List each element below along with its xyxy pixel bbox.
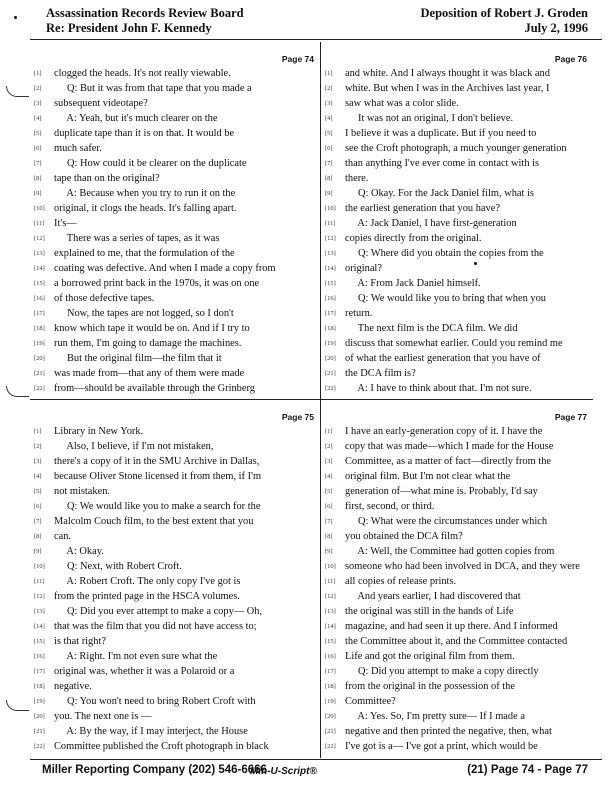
line-text: I have an early-generation copy of it. I have the [345, 426, 543, 437]
margin-mark [6, 386, 29, 397]
line-number: [5] [325, 488, 333, 495]
page-quadrant [321, 42, 593, 399]
line-text: the earliest generation that you have? [345, 203, 500, 214]
transcript-line [325, 709, 591, 724]
page-quadrant [321, 400, 593, 757]
line-text: A: By the way, if I may interject, the House [54, 726, 248, 737]
line-text: Q: But it was from that tape that you made a [54, 83, 252, 94]
line-text: But the original film—the film that it [54, 353, 222, 364]
transcript-line [34, 469, 318, 484]
transcript-line [34, 514, 318, 529]
line-number: [19] [34, 698, 45, 705]
line-text: discuss that somewhat earlier. Could you remind me [345, 338, 563, 349]
line-text: Q: Next, with Robert Croft. [54, 561, 182, 572]
line-text: saw what was a color slide. [345, 98, 459, 109]
line-number: [21] [325, 728, 336, 735]
line-text: original? [345, 263, 382, 274]
line-number: [8] [325, 533, 333, 540]
line-text: know which tape it would be on. And if I try to [54, 323, 250, 334]
transcript-line [325, 739, 591, 754]
transcript-line [34, 679, 318, 694]
line-number: [19] [325, 698, 336, 705]
line-text: that was the film that you did not have access to; [54, 621, 257, 632]
line-text: A: I have to think about that. I'm not sure. [345, 383, 532, 394]
line-number: [11] [34, 578, 45, 585]
line-text: original, it clogs the heads. It's falling apart. [54, 203, 237, 214]
transcript-line [325, 81, 591, 96]
transcript-line [34, 216, 318, 231]
line-text: Committee, as a matter of fact—directly from the [345, 456, 552, 467]
transcript-line [34, 171, 318, 186]
transcript-line [325, 201, 591, 216]
line-text: all copies of release prints. [345, 576, 457, 587]
transcript-line [34, 186, 318, 201]
transcript-line [34, 544, 318, 559]
line-text: And years earlier, I had discovered that [345, 591, 521, 602]
header-subject: Re: President John F. Kennedy [46, 21, 212, 35]
transcript-line [325, 351, 591, 366]
line-text: A: Well, the Committee had gotten copies from [345, 546, 555, 557]
line-number: [13] [34, 608, 45, 615]
transcript-line [325, 469, 591, 484]
line-number: [4] [34, 473, 42, 480]
line-number: [12] [325, 593, 336, 600]
transcript-line [34, 724, 318, 739]
transcript-line [325, 276, 591, 291]
transcript-line [325, 619, 591, 634]
transcript-line [325, 724, 591, 739]
line-text: first, second, or third. [345, 501, 435, 512]
line-number: [21] [34, 728, 45, 735]
line-text: generation of—what mine is. Probably, I'd say [345, 486, 538, 497]
line-number: [11] [325, 578, 336, 585]
transcript-line [325, 381, 591, 396]
transcript-line [34, 381, 318, 396]
transcript-lines [325, 424, 591, 754]
line-text: A: From Jack Daniel himself. [345, 278, 481, 289]
line-number: [15] [34, 638, 45, 645]
transcript-line [34, 351, 318, 366]
transcript-line [325, 336, 591, 351]
line-number: [13] [325, 608, 336, 615]
line-text: coating was defective. And when I made a copy from [54, 263, 276, 274]
line-number: [11] [34, 220, 45, 227]
line-number: [20] [325, 355, 336, 362]
line-number: [1] [34, 428, 42, 435]
line-text: copies directly from the original. [345, 233, 482, 244]
line-number: [22] [34, 743, 45, 750]
line-number: [18] [34, 325, 45, 332]
transcript-lines [325, 66, 591, 396]
transcript-line [325, 366, 591, 381]
transcript-line [325, 589, 591, 604]
line-text: It's— [54, 218, 77, 229]
line-number: [10] [325, 205, 336, 212]
scan-speck [14, 16, 17, 19]
line-text: Now, the tapes are not logged, so I don't [54, 308, 234, 319]
header-title: Assassination Records Review Board [46, 6, 244, 20]
line-number: [17] [34, 668, 45, 675]
line-number: [22] [325, 385, 336, 392]
line-number: [21] [34, 370, 45, 377]
line-number: [7] [34, 160, 42, 167]
line-number: [18] [34, 683, 45, 690]
transcript-line [34, 574, 318, 589]
footer-rule [30, 759, 602, 760]
line-number: [13] [34, 250, 45, 257]
line-text: Q: What were the circumstances under which [345, 516, 548, 527]
transcript-line [34, 201, 318, 216]
transcript-line [34, 649, 318, 664]
page-number: Page 75 [281, 412, 314, 422]
transcript-line [325, 679, 591, 694]
line-number: [2] [34, 443, 42, 450]
line-number: [10] [34, 563, 45, 570]
line-number: [16] [325, 653, 336, 660]
line-text: Q: How could it be clearer on the duplicate [54, 158, 247, 169]
transcript-line [325, 454, 591, 469]
line-number: [4] [325, 115, 333, 122]
transcript-line [325, 574, 591, 589]
line-number: [18] [325, 325, 336, 332]
line-number: [22] [34, 385, 45, 392]
line-number: [2] [34, 85, 42, 92]
transcript-line [34, 634, 318, 649]
line-text: the DCA film is? [345, 368, 416, 379]
transcript-line [34, 156, 318, 171]
transcript-line [34, 454, 318, 469]
line-number: [1] [325, 70, 333, 77]
line-number: [7] [325, 160, 333, 167]
line-text: return. [345, 308, 373, 319]
line-number: [3] [34, 100, 42, 107]
transcript-line [325, 96, 591, 111]
line-text: can. [54, 531, 72, 542]
line-number: [18] [325, 683, 336, 690]
transcript-line [325, 186, 591, 201]
line-number: [14] [325, 265, 336, 272]
line-number: [8] [325, 175, 333, 182]
line-number: [9] [325, 548, 333, 555]
transcript-line [325, 231, 591, 246]
transcript-line [34, 439, 318, 454]
line-text: is that right? [54, 636, 106, 647]
transcript-line [34, 276, 318, 291]
line-text: not mistaken. [54, 486, 110, 497]
transcript-line [34, 141, 318, 156]
line-text: A: Yeah, but it's much clearer on the [54, 113, 218, 124]
line-number: [6] [325, 503, 333, 510]
transcript-line [34, 424, 318, 439]
line-number: [10] [34, 205, 45, 212]
transcript-line [325, 604, 591, 619]
transcript-line [34, 321, 318, 336]
line-text: Q: Okay. For the Jack Daniel film, what is [345, 188, 534, 199]
line-text: The next film is the DCA film. We did [345, 323, 518, 334]
transcript-line [325, 634, 591, 649]
line-number: [20] [34, 355, 45, 362]
line-number: [16] [34, 295, 45, 302]
line-text: of those defective tapes. [54, 293, 155, 304]
line-text: of what the earliest generation that you have of [345, 353, 541, 364]
transcript-line [325, 246, 591, 261]
transcript-line [325, 66, 591, 81]
line-text: than anything I've ever come in contact with is [345, 158, 540, 169]
line-text: Life and got the original film from them. [345, 651, 515, 662]
line-text: a borrowed print back in the 1970s, it was on one [54, 278, 260, 289]
transcript-line [34, 559, 318, 574]
transcript-line [34, 739, 318, 754]
line-text: and white. And I always thought it was black and [345, 68, 550, 79]
line-number: [5] [34, 130, 42, 137]
line-text: Q: We would like you to make a search for the [54, 501, 261, 512]
line-number: [13] [325, 250, 336, 257]
transcript-line [325, 306, 591, 321]
line-text: clogged the heads. It's not really viewable. [54, 68, 231, 79]
transcript-line [34, 66, 318, 81]
transcript-line [325, 291, 591, 306]
line-text: because Oliver Stone licensed it from them, if I'm [54, 471, 262, 482]
transcript-line [34, 604, 318, 619]
line-text: there. [345, 173, 369, 184]
line-number: [20] [34, 713, 45, 720]
line-text: Library in New York. [54, 426, 144, 437]
page-quadrant [30, 400, 320, 757]
transcript-line [34, 126, 318, 141]
header-left [46, 6, 244, 36]
transcript-line [325, 216, 591, 231]
line-number: [14] [34, 265, 45, 272]
line-text: A: Jack Daniel, I have first-generation [345, 218, 517, 229]
transcript-line [325, 141, 591, 156]
transcript-lines [34, 66, 318, 396]
transcript-line [325, 321, 591, 336]
transcript-line [34, 291, 318, 306]
line-number: [15] [34, 280, 45, 287]
line-number: [10] [325, 563, 336, 570]
header-right [421, 6, 588, 36]
line-text: you obtained the DCA film? [345, 531, 463, 542]
line-text: you. The next one is — [54, 711, 152, 722]
line-text: tape than on the original? [54, 173, 160, 184]
line-number: [8] [34, 175, 42, 182]
transcript-line [34, 694, 318, 709]
transcript-line [34, 246, 318, 261]
transcript-line [325, 171, 591, 186]
transcript-line [325, 514, 591, 529]
line-text: Q: You won't need to bring Robert Croft with [54, 696, 256, 707]
line-number: [2] [325, 85, 333, 92]
line-text: copy that was made—which I made for the House [345, 441, 554, 452]
line-text: Q: Did you ever attempt to make a copy— Oh, [54, 606, 263, 617]
transcript-line [34, 261, 318, 276]
line-number: [9] [34, 190, 42, 197]
line-text: original was, whether it was a Polaroid or a [54, 666, 235, 677]
line-number: [17] [325, 310, 336, 317]
transcript-line [325, 544, 591, 559]
page-number: Page 76 [554, 54, 587, 64]
line-number: [6] [325, 145, 333, 152]
line-text: explained to me, that the formulation of the [54, 248, 235, 259]
transcript-line [34, 709, 318, 724]
line-number: [21] [325, 370, 336, 377]
line-text: negative. [54, 681, 92, 692]
line-text: original film. But I'm not clear what the [345, 471, 511, 482]
line-text: duplicate tape than it is on that. It would be [54, 128, 235, 139]
margin-mark [6, 86, 29, 97]
line-text: A: Yes. So, I'm pretty sure— If I made a [345, 711, 525, 722]
transcript-line [34, 484, 318, 499]
line-number: [5] [325, 130, 333, 137]
margin-mark [6, 700, 29, 711]
transcript-line [34, 529, 318, 544]
line-text: I've got is a— I've got a print, which would be [345, 741, 538, 752]
line-number: [1] [325, 428, 333, 435]
line-text: someone who had been involved in DCA, and they were [345, 561, 580, 572]
line-number: [7] [325, 518, 333, 525]
line-number: [5] [34, 488, 42, 495]
page-number: Page 77 [554, 412, 587, 422]
line-number: [9] [34, 548, 42, 555]
line-number: [12] [34, 593, 45, 600]
transcript-line [325, 424, 591, 439]
line-text: Also, I believe, if I'm not mistaken, [54, 441, 214, 452]
line-number: [9] [325, 190, 333, 197]
line-number: [15] [325, 280, 336, 287]
line-number: [3] [34, 458, 42, 465]
line-text: A: Right. I'm not even sure what the [54, 651, 218, 662]
line-text: Q: Did you attempt to make a copy directly [345, 666, 539, 677]
transcript-line [34, 619, 318, 634]
line-number: [19] [325, 340, 336, 347]
transcript-line [325, 529, 591, 544]
footer-brand: Min-U-Script® [250, 766, 317, 777]
transcript-line [34, 111, 318, 126]
line-text: from—should be available through the Grinberg [54, 383, 255, 394]
transcript-line [325, 126, 591, 141]
transcript-line [325, 499, 591, 514]
line-text: negative and then printed the negative, then, what [345, 726, 552, 737]
line-number: [16] [325, 295, 336, 302]
page-quadrant [30, 42, 320, 399]
line-text: It was not an original, I don't believe. [345, 113, 514, 124]
line-text: There was a series of tapes, as it was [54, 233, 220, 244]
line-number: [3] [325, 100, 333, 107]
line-number: [1] [34, 70, 42, 77]
line-number: [11] [325, 220, 336, 227]
line-text: A: Because when you try to run it on the [54, 188, 236, 199]
line-text: Malcolm Couch film, to the best extent that you [54, 516, 254, 527]
transcript-line [34, 336, 318, 351]
line-number: [12] [325, 235, 336, 242]
transcript-line [34, 589, 318, 604]
line-number: [22] [325, 743, 336, 750]
line-text: run them, I'm going to damage the machines. [54, 338, 242, 349]
transcript-line [325, 261, 591, 276]
transcript-line [34, 366, 318, 381]
transcript-line [325, 156, 591, 171]
line-number: [17] [325, 668, 336, 675]
line-number: [4] [325, 473, 333, 480]
line-number: [7] [34, 518, 42, 525]
line-text: Q: Where did you obtain the copies from the [345, 248, 544, 259]
line-text: subsequent videotape? [54, 98, 148, 109]
transcript-line [325, 694, 591, 709]
line-text: white. But when I was in the Archives last year, I [345, 83, 550, 94]
line-text: from the printed page in the HSCA volumes. [54, 591, 240, 602]
line-text: from the original in the possession of the [345, 681, 515, 692]
line-text: there's a copy of it in the SMU Archive in Dallas, [54, 456, 260, 467]
line-text: A: Robert Croft. The only copy I've got is [54, 576, 241, 587]
transcript-line [34, 231, 318, 246]
line-number: [19] [34, 340, 45, 347]
line-text: much safer. [54, 143, 102, 154]
transcript-line [34, 96, 318, 111]
line-text: I believe it was a duplicate. But if you need to [345, 128, 537, 139]
line-text: was made from—that any of them were made [54, 368, 245, 379]
line-number: [8] [34, 533, 42, 540]
line-number: [20] [325, 713, 336, 720]
line-text: Committee published the Croft photograph in black [54, 741, 269, 752]
line-number: [3] [325, 458, 333, 465]
line-number: [14] [34, 623, 45, 630]
line-text: the Committee about it, and the Committee contacted [345, 636, 568, 647]
header-date: July 2, 1996 [524, 21, 588, 35]
line-text: Committee? [345, 696, 396, 707]
transcript-line [34, 81, 318, 96]
transcript-line [325, 439, 591, 454]
line-text: Q: We would like you to bring that when you [345, 293, 546, 304]
transcript-line [34, 306, 318, 321]
line-number: [2] [325, 443, 333, 450]
line-text: see the Croft photograph, a much younger generation [345, 143, 567, 154]
footer-company: Miller Reporting Company (202) 546-6666 [42, 764, 267, 776]
transcript-line [325, 664, 591, 679]
page-number: Page 74 [281, 54, 314, 64]
transcript-line [325, 111, 591, 126]
line-text: magazine, and had seen it up there. And I informed [345, 621, 558, 632]
line-number: [15] [325, 638, 336, 645]
transcript-line [325, 484, 591, 499]
transcript-line [325, 649, 591, 664]
scan-speck [474, 262, 477, 265]
transcript-line [34, 664, 318, 679]
line-text: A: Okay. [54, 546, 104, 557]
line-number: [14] [325, 623, 336, 630]
transcript-line [34, 499, 318, 514]
line-text: the original was still in the hands of Life [345, 606, 514, 617]
header-rule [30, 39, 602, 40]
line-number: [12] [34, 235, 45, 242]
line-number: [6] [34, 145, 42, 152]
transcript-line [325, 559, 591, 574]
footer-pages: (21) Page 74 - Page 77 [467, 764, 588, 776]
transcript-lines [34, 424, 318, 754]
line-number: [4] [34, 115, 42, 122]
header-deposition: Deposition of Robert J. Groden [420, 6, 588, 20]
line-number: [17] [34, 310, 45, 317]
line-number: [16] [34, 653, 45, 660]
line-number: [6] [34, 503, 42, 510]
